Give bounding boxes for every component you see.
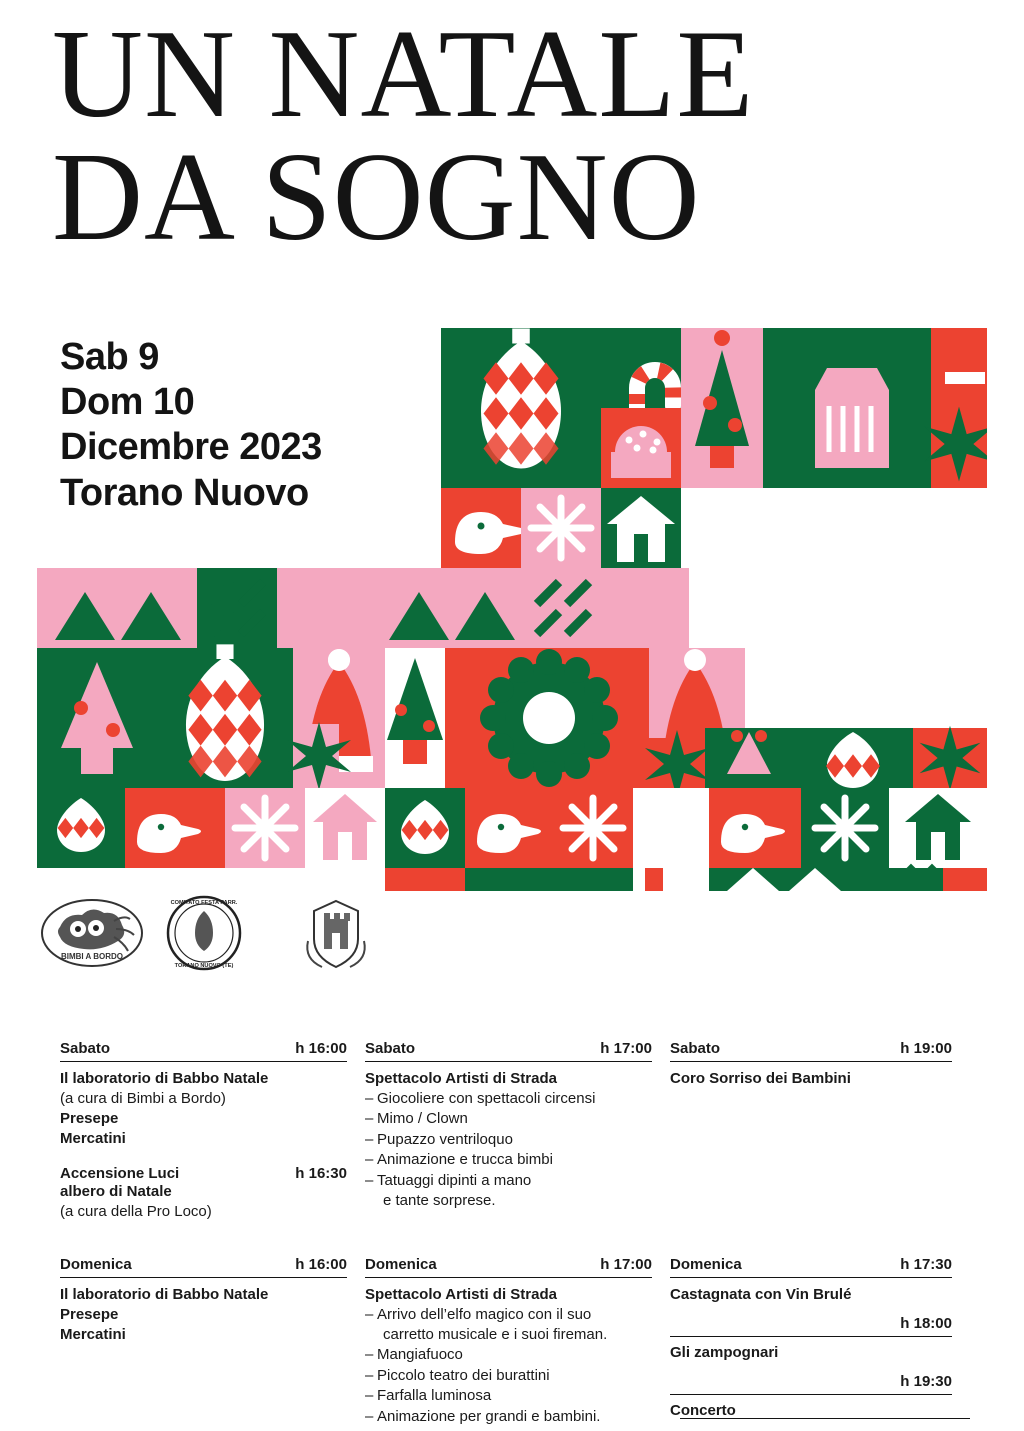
list-item: – Mangiafuoco	[365, 1345, 652, 1365]
sunday-col1-extra-2: Mercatini	[60, 1325, 126, 1343]
comune-torano-nuovo-logo	[296, 893, 376, 975]
sunday-col2-time: h 17:00	[600, 1255, 652, 1273]
bottom-divider	[680, 1418, 970, 1419]
saturday-col3-day: Sabato	[670, 1040, 721, 1057]
list-item: – Mimo / Clown	[365, 1109, 652, 1129]
list-item: – Piccolo teatro dei burattini	[365, 1366, 652, 1386]
list-item-continuation: e tante sorprese.	[383, 1191, 496, 1209]
list-item: – Arrivo dell’elfo magico con il suo	[365, 1305, 652, 1325]
saturday-col3-header	[670, 1040, 952, 1062]
sunday-col3-time: h 17:30	[900, 1255, 952, 1273]
list-item: – Animazione per grandi e bambini.	[365, 1407, 652, 1427]
saturday-column-1	[60, 1040, 365, 1222]
saturday-col1-subtitle: (a cura di Bimbi a Bordo)	[60, 1089, 226, 1107]
saturday-col1-extra-2: Mercatini	[60, 1129, 126, 1147]
sunday-col3-title-3: Concerto	[670, 1401, 736, 1419]
saturday-col3-title: Coro Sorriso dei Bambini	[670, 1070, 851, 1087]
sunday-col2-list	[365, 1305, 652, 1427]
sunday-column-3	[670, 1256, 970, 1427]
comitato-feste-logo	[160, 895, 248, 971]
saturday-col1-extra-1: Presepe	[60, 1109, 119, 1127]
sunday-col2-day: Domenica	[365, 1255, 437, 1273]
saturday-column-3	[670, 1040, 970, 1222]
saturday-col1-header	[60, 1040, 347, 1062]
saturday-col1-second-sub: (a cura della Pro Loco)	[60, 1202, 212, 1220]
saturday-col2-title: Spettacolo Artisti di Strada	[365, 1070, 557, 1087]
sunday-col1-time: h 16:00	[295, 1255, 347, 1273]
list-item: – Pupazzo ventriloquo	[365, 1130, 652, 1150]
schedule-saturday-row	[60, 1040, 970, 1222]
christmas-mosaic-illustration	[37, 328, 987, 891]
date-line-sab: Sab 9	[60, 336, 159, 378]
saturday-col1-time: h 16:00	[295, 1040, 347, 1057]
saturday-col1-title: Il laboratorio di Babbo Natale	[60, 1070, 269, 1087]
sunday-col1-header	[60, 1256, 347, 1278]
saturday-col2-list	[365, 1089, 652, 1211]
saturday-col2-header	[365, 1040, 652, 1062]
sunday-column-1	[60, 1256, 365, 1427]
saturday-col1-second-line2: albero di Natale	[60, 1182, 172, 1200]
list-item: – Animazione e trucca bimbi	[365, 1150, 652, 1170]
saturday-col2-time: h 17:00	[600, 1040, 652, 1057]
date-line-dom: Dom 10	[60, 381, 195, 424]
saturday-col1-second-time: h 16:30	[295, 1164, 347, 1182]
saturday-col1-day: Sabato	[60, 1040, 111, 1057]
sunday-col2-title: Spettacolo Artisti di Strada	[365, 1285, 557, 1303]
list-item: – Tatuaggi dipinti a mano	[365, 1171, 652, 1191]
poster-title	[52, 5, 972, 268]
sunday-col3-title-2: Gli zampognari	[670, 1343, 779, 1361]
sunday-col1-day: Domenica	[60, 1255, 132, 1273]
event-schedule	[60, 1040, 970, 1427]
saturday-column-2	[365, 1040, 670, 1222]
saturday-col1-second-title: Accensione Luci	[60, 1164, 180, 1182]
bimbi-a-bordo-logo	[40, 893, 145, 971]
sunday-column-2	[365, 1256, 670, 1427]
sunday-col3-title: Castagnata con Vin Brulé	[670, 1285, 852, 1303]
sunday-col1-extra-1: Presepe	[60, 1305, 119, 1323]
svg-text:TORANO NUOVO (TE): TORANO NUOVO (TE)	[174, 963, 234, 969]
saturday-col2-day: Sabato	[365, 1040, 416, 1057]
sunday-col2-header	[365, 1256, 652, 1278]
saturday-col1-second-header	[60, 1165, 347, 1182]
list-item: – Giocoliere con spettacoli circensi	[365, 1089, 652, 1109]
logo-strip	[40, 893, 360, 985]
list-item: – Farfalla luminosa	[365, 1386, 652, 1406]
sunday-col3-time-2: h 18:00	[670, 1315, 952, 1337]
sunday-col3-day: Domenica	[670, 1255, 742, 1273]
title-line-2: DA SOGNO	[52, 128, 701, 268]
sunday-col1-title: Il laboratorio di Babbo Natale	[60, 1285, 269, 1303]
svg-text:COMITATO FESTA PARR.: COMITATO FESTA PARR.	[170, 900, 238, 906]
sunday-col3-time-3: h 19:30	[670, 1373, 952, 1395]
saturday-col3-time: h 19:00	[900, 1040, 952, 1057]
title-line-1: UN NATALE	[52, 5, 755, 144]
date-line-month: Dicembre 2023	[60, 426, 322, 469]
schedule-sunday-row	[60, 1256, 970, 1427]
sunday-col3-header	[670, 1256, 952, 1278]
date-line-place: Torano Nuovo	[60, 471, 309, 514]
svg-text:BIMBI A BORDO: BIMBI A BORDO	[60, 952, 124, 961]
list-item-continuation: carretto musicale e i suoi fireman.	[383, 1325, 608, 1343]
